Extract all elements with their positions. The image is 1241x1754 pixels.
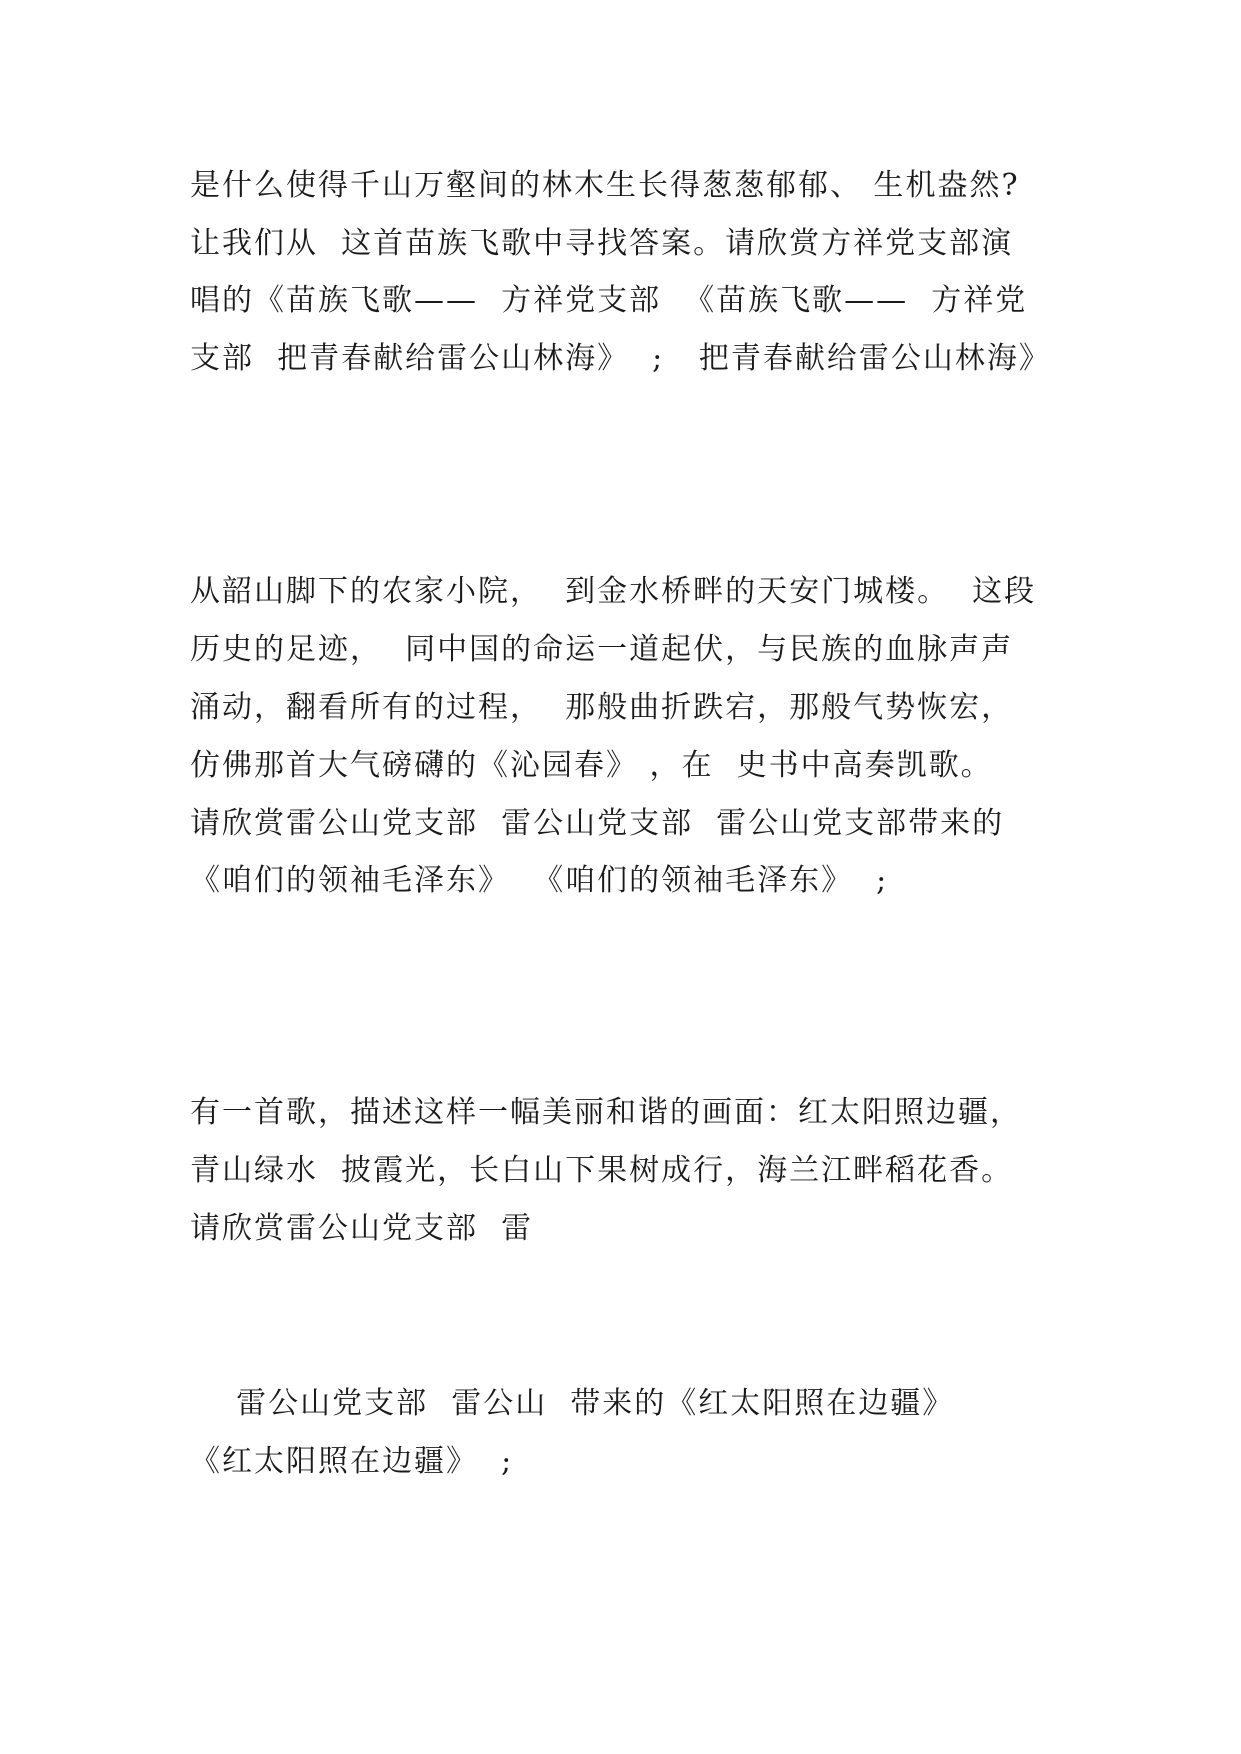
paragraph-1-line-1: 是什么使得千山万壑间的林木生长得葱葱郁郁、 生机盎然? <box>190 168 1020 203</box>
paragraph-3-line-3: 请欣赏雷公山党支部 雷 <box>190 1211 534 1246</box>
paragraph-2-line-4: 仿佛那首大气磅礴的《沁园春》 ，在 史书中高奏凯歌。 <box>190 748 993 783</box>
paragraph-3-line-1: 有一首歌，描述这样一幅美丽和谐的画面：红太阳照边疆， <box>190 1095 1022 1130</box>
paragraph-1-line-2: 让我们从 这首苗族飞歌中寻找答案。请欣赏方祥党支部演 <box>190 226 1014 261</box>
paragraph-2-line-1: 从韶山脚下的农家小院， 到金水桥畔的天安门城楼。 这段 <box>190 574 1037 609</box>
paragraph-2-line-6: 《咱们的领袖毛泽东》 《咱们的领袖毛泽东》 ; <box>190 863 889 898</box>
paragraph-4-line-2: 《红太阳照在边疆》 ; <box>190 1444 514 1479</box>
paragraph-1-line-3: 唱的《苗族飞歌—— 方祥党支部 《苗族飞歌—— 方祥党 <box>190 283 1028 318</box>
paragraph-2-line-3: 涌动，翻看所有的过程， 那般曲折跌宕，那般气势恢宏， <box>190 690 1014 725</box>
paragraph-3-line-2: 青山绿水 披霞光，长白山下果树成行，海兰江畔稻花香。 <box>190 1153 1014 1188</box>
paragraph-4-line-1: 雷公山党支部 雷公山 带来的《红太阳照在边疆》 <box>190 1386 955 1421</box>
paragraph-1-line-4: 支部 把青春献给雷公山林海》 ; 把青春献给雷公山林海》 <box>190 341 1051 376</box>
paragraph-2-line-5: 请欣赏雷公山党支部 雷公山党支部 雷公山党支部带来的 <box>190 806 1005 841</box>
paragraph-2-line-2: 历史的足迹， 同中国的命运一道起伏，与民族的血脉声声 <box>190 632 1014 667</box>
